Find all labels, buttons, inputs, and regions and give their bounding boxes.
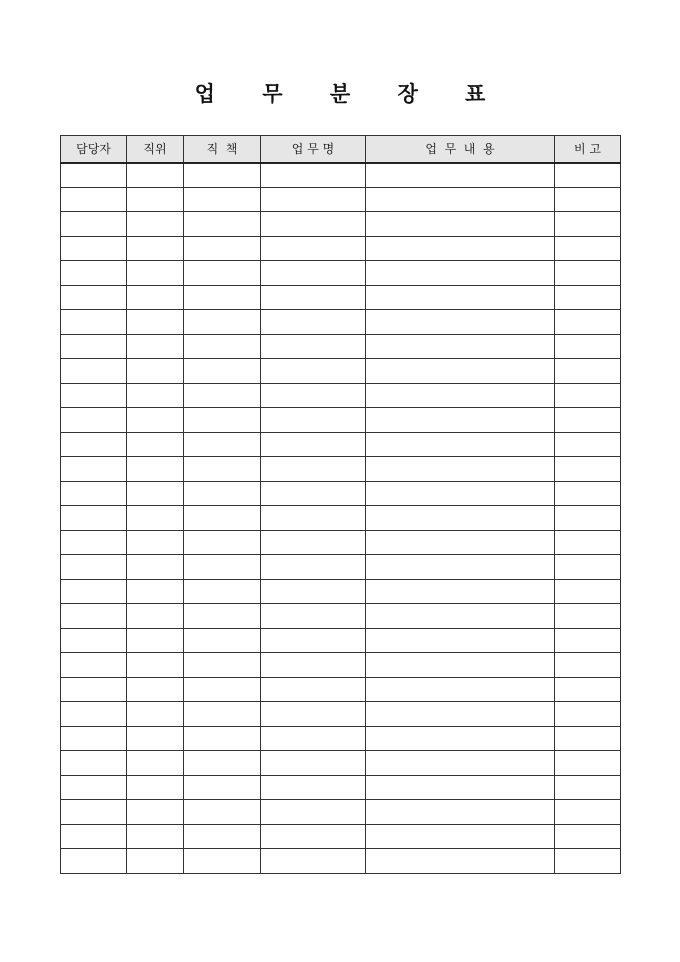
remarks-cell[interactable] bbox=[555, 236, 621, 261]
position-cell[interactable] bbox=[127, 457, 184, 482]
remarks-cell[interactable] bbox=[555, 506, 621, 531]
table-row bbox=[61, 849, 621, 874]
duty-title-cell[interactable] bbox=[184, 726, 261, 751]
remarks-cell[interactable] bbox=[555, 726, 621, 751]
table-row bbox=[61, 579, 621, 604]
table-row bbox=[61, 359, 621, 384]
column-header-position: 직위 bbox=[127, 136, 184, 163]
duty-title-cell[interactable] bbox=[184, 457, 261, 482]
task-description-cell[interactable] bbox=[366, 579, 555, 604]
table-row bbox=[61, 775, 621, 800]
task-name-cell[interactable] bbox=[261, 506, 366, 531]
position-cell[interactable] bbox=[127, 187, 184, 212]
duty-title-cell[interactable] bbox=[184, 702, 261, 727]
task-name-cell[interactable] bbox=[261, 359, 366, 384]
person-in-charge-cell[interactable] bbox=[61, 285, 127, 310]
person-in-charge-cell[interactable] bbox=[61, 457, 127, 482]
position-cell[interactable] bbox=[127, 702, 184, 727]
duty-title-cell[interactable] bbox=[184, 849, 261, 874]
person-in-charge-cell[interactable] bbox=[61, 579, 127, 604]
task-name-cell[interactable] bbox=[261, 334, 366, 359]
duty-title-cell[interactable] bbox=[184, 653, 261, 678]
task-name-cell[interactable] bbox=[261, 261, 366, 286]
position-cell[interactable] bbox=[127, 530, 184, 555]
person-in-charge-cell[interactable] bbox=[61, 726, 127, 751]
task-name-cell[interactable] bbox=[261, 383, 366, 408]
remarks-cell[interactable] bbox=[555, 604, 621, 629]
task-description-cell[interactable] bbox=[366, 187, 555, 212]
table-row bbox=[61, 530, 621, 555]
remarks-cell[interactable] bbox=[555, 824, 621, 849]
task-name-cell[interactable] bbox=[261, 236, 366, 261]
task-description-cell[interactable] bbox=[366, 702, 555, 727]
task-description-cell[interactable] bbox=[366, 824, 555, 849]
task-description-cell[interactable] bbox=[366, 334, 555, 359]
task-description-cell[interactable] bbox=[366, 212, 555, 237]
remarks-cell[interactable] bbox=[555, 163, 621, 188]
position-cell[interactable] bbox=[127, 555, 184, 580]
position-cell[interactable] bbox=[127, 775, 184, 800]
remarks-cell[interactable] bbox=[555, 457, 621, 482]
task-name-cell[interactable] bbox=[261, 310, 366, 335]
task-name-cell[interactable] bbox=[261, 285, 366, 310]
table-body bbox=[61, 163, 621, 874]
person-in-charge-cell[interactable] bbox=[61, 751, 127, 776]
task-name-cell[interactable] bbox=[261, 579, 366, 604]
task-name-cell[interactable] bbox=[261, 481, 366, 506]
person-in-charge-cell[interactable] bbox=[61, 334, 127, 359]
task-description-cell[interactable] bbox=[366, 261, 555, 286]
task-description-cell[interactable] bbox=[366, 383, 555, 408]
remarks-cell[interactable] bbox=[555, 849, 621, 874]
duty-title-cell[interactable] bbox=[184, 285, 261, 310]
task-name-cell[interactable] bbox=[261, 604, 366, 629]
task-description-cell[interactable] bbox=[366, 163, 555, 188]
column-header-remarks: 비 고 bbox=[555, 136, 621, 163]
person-in-charge-cell[interactable] bbox=[61, 236, 127, 261]
task-name-cell[interactable] bbox=[261, 824, 366, 849]
table-row bbox=[61, 408, 621, 433]
table-row bbox=[61, 604, 621, 629]
duty-title-cell[interactable] bbox=[184, 604, 261, 629]
remarks-cell[interactable] bbox=[555, 530, 621, 555]
task-description-cell[interactable] bbox=[366, 775, 555, 800]
remarks-cell[interactable] bbox=[555, 481, 621, 506]
task-name-cell[interactable] bbox=[261, 677, 366, 702]
remarks-cell[interactable] bbox=[555, 751, 621, 776]
person-in-charge-cell[interactable] bbox=[61, 653, 127, 678]
duty-title-cell[interactable] bbox=[184, 212, 261, 237]
task-name-cell[interactable] bbox=[261, 849, 366, 874]
duty-title-cell[interactable] bbox=[184, 163, 261, 188]
page-title: 업 무 분 장 표 bbox=[194, 81, 506, 106]
remarks-cell[interactable] bbox=[555, 285, 621, 310]
table-row bbox=[61, 236, 621, 261]
remarks-cell[interactable] bbox=[555, 628, 621, 653]
position-cell[interactable] bbox=[127, 481, 184, 506]
position-cell[interactable] bbox=[127, 359, 184, 384]
task-name-cell[interactable] bbox=[261, 212, 366, 237]
duty-title-cell[interactable] bbox=[184, 628, 261, 653]
remarks-cell[interactable] bbox=[555, 187, 621, 212]
position-cell[interactable] bbox=[127, 432, 184, 457]
column-header-task-name: 업 무 명 bbox=[261, 136, 366, 163]
person-in-charge-cell[interactable] bbox=[61, 359, 127, 384]
position-cell[interactable] bbox=[127, 236, 184, 261]
position-cell[interactable] bbox=[127, 163, 184, 188]
task-name-cell[interactable] bbox=[261, 432, 366, 457]
task-name-cell[interactable] bbox=[261, 555, 366, 580]
table-row bbox=[61, 310, 621, 335]
remarks-cell[interactable] bbox=[555, 383, 621, 408]
task-description-cell[interactable] bbox=[366, 310, 555, 335]
task-name-cell[interactable] bbox=[261, 775, 366, 800]
remarks-cell[interactable] bbox=[555, 334, 621, 359]
duty-title-cell[interactable] bbox=[184, 530, 261, 555]
table-row bbox=[61, 212, 621, 237]
table-row bbox=[61, 163, 621, 188]
table-row bbox=[61, 726, 621, 751]
duty-title-cell[interactable] bbox=[184, 751, 261, 776]
position-cell[interactable] bbox=[127, 408, 184, 433]
remarks-cell[interactable] bbox=[555, 775, 621, 800]
remarks-cell[interactable] bbox=[555, 702, 621, 727]
duty-title-cell[interactable] bbox=[184, 261, 261, 286]
task-name-cell[interactable] bbox=[261, 628, 366, 653]
position-cell[interactable] bbox=[127, 383, 184, 408]
duty-title-cell[interactable] bbox=[184, 677, 261, 702]
table-row bbox=[61, 383, 621, 408]
remarks-cell[interactable] bbox=[555, 212, 621, 237]
person-in-charge-cell[interactable] bbox=[61, 604, 127, 629]
table-row bbox=[61, 677, 621, 702]
person-in-charge-cell[interactable] bbox=[61, 432, 127, 457]
task-description-cell[interactable] bbox=[366, 849, 555, 874]
position-cell[interactable] bbox=[127, 212, 184, 237]
position-cell[interactable] bbox=[127, 824, 184, 849]
table-row bbox=[61, 653, 621, 678]
position-cell[interactable] bbox=[127, 261, 184, 286]
task-description-cell[interactable] bbox=[366, 359, 555, 384]
remarks-cell[interactable] bbox=[555, 800, 621, 825]
task-name-cell[interactable] bbox=[261, 702, 366, 727]
duty-title-cell[interactable] bbox=[184, 432, 261, 457]
duty-title-cell[interactable] bbox=[184, 824, 261, 849]
task-name-cell[interactable] bbox=[261, 800, 366, 825]
table-row bbox=[61, 285, 621, 310]
duty-title-cell[interactable] bbox=[184, 359, 261, 384]
person-in-charge-cell[interactable] bbox=[61, 775, 127, 800]
person-in-charge-cell[interactable] bbox=[61, 187, 127, 212]
person-in-charge-cell[interactable] bbox=[61, 677, 127, 702]
remarks-cell[interactable] bbox=[555, 555, 621, 580]
task-description-cell[interactable] bbox=[366, 604, 555, 629]
task-description-cell[interactable] bbox=[366, 555, 555, 580]
table-row bbox=[61, 555, 621, 580]
position-cell[interactable] bbox=[127, 751, 184, 776]
duty-title-cell[interactable] bbox=[184, 481, 261, 506]
task-description-cell[interactable] bbox=[366, 506, 555, 531]
table-row bbox=[61, 481, 621, 506]
table-row bbox=[61, 628, 621, 653]
task-name-cell[interactable] bbox=[261, 457, 366, 482]
task-name-cell[interactable] bbox=[261, 187, 366, 212]
task-description-cell[interactable] bbox=[366, 653, 555, 678]
person-in-charge-cell[interactable] bbox=[61, 849, 127, 874]
duty-title-cell[interactable] bbox=[184, 187, 261, 212]
task-name-cell[interactable] bbox=[261, 408, 366, 433]
position-cell[interactable] bbox=[127, 310, 184, 335]
position-cell[interactable] bbox=[127, 849, 184, 874]
task-description-cell[interactable] bbox=[366, 751, 555, 776]
duty-title-cell[interactable] bbox=[184, 408, 261, 433]
person-in-charge-cell[interactable] bbox=[61, 506, 127, 531]
task-description-cell[interactable] bbox=[366, 408, 555, 433]
person-in-charge-cell[interactable] bbox=[61, 530, 127, 555]
duty-title-cell[interactable] bbox=[184, 236, 261, 261]
duty-title-cell[interactable] bbox=[184, 579, 261, 604]
task-description-cell[interactable] bbox=[366, 457, 555, 482]
position-cell[interactable] bbox=[127, 506, 184, 531]
table-row bbox=[61, 751, 621, 776]
task-description-cell[interactable] bbox=[366, 530, 555, 555]
person-in-charge-cell[interactable] bbox=[61, 800, 127, 825]
position-cell[interactable] bbox=[127, 726, 184, 751]
person-in-charge-cell[interactable] bbox=[61, 310, 127, 335]
task-description-cell[interactable] bbox=[366, 677, 555, 702]
task-name-cell[interactable] bbox=[261, 163, 366, 188]
table-row bbox=[61, 432, 621, 457]
position-cell[interactable] bbox=[127, 800, 184, 825]
person-in-charge-cell[interactable] bbox=[61, 702, 127, 727]
task-description-cell[interactable] bbox=[366, 285, 555, 310]
duty-title-cell[interactable] bbox=[184, 775, 261, 800]
remarks-cell[interactable] bbox=[555, 261, 621, 286]
task-description-cell[interactable] bbox=[366, 236, 555, 261]
task-description-cell[interactable] bbox=[366, 726, 555, 751]
table-row bbox=[61, 187, 621, 212]
duty-title-cell[interactable] bbox=[184, 310, 261, 335]
column-header-task-description: 업 무 내 용 bbox=[366, 136, 555, 163]
table-header-row bbox=[61, 136, 621, 163]
task-description-cell[interactable] bbox=[366, 628, 555, 653]
person-in-charge-cell[interactable] bbox=[61, 481, 127, 506]
column-header-person-in-charge: 담당자 bbox=[61, 136, 127, 163]
remarks-cell[interactable] bbox=[555, 677, 621, 702]
column-header-duty-title: 직 책 bbox=[184, 136, 261, 163]
task-name-cell[interactable] bbox=[261, 726, 366, 751]
table-row bbox=[61, 824, 621, 849]
position-cell[interactable] bbox=[127, 653, 184, 678]
remarks-cell[interactable] bbox=[555, 359, 621, 384]
table-row bbox=[61, 800, 621, 825]
person-in-charge-cell[interactable] bbox=[61, 261, 127, 286]
task-description-cell[interactable] bbox=[366, 800, 555, 825]
remarks-cell[interactable] bbox=[555, 579, 621, 604]
duty-title-cell[interactable] bbox=[184, 506, 261, 531]
position-cell[interactable] bbox=[127, 604, 184, 629]
person-in-charge-cell[interactable] bbox=[61, 628, 127, 653]
position-cell[interactable] bbox=[127, 628, 184, 653]
table-row bbox=[61, 457, 621, 482]
person-in-charge-cell[interactable] bbox=[61, 163, 127, 188]
position-cell[interactable] bbox=[127, 579, 184, 604]
table-row bbox=[61, 334, 621, 359]
person-in-charge-cell[interactable] bbox=[61, 408, 127, 433]
duty-title-cell[interactable] bbox=[184, 383, 261, 408]
remarks-cell[interactable] bbox=[555, 432, 621, 457]
person-in-charge-cell[interactable] bbox=[61, 212, 127, 237]
table-row bbox=[61, 261, 621, 286]
task-name-cell[interactable] bbox=[261, 653, 366, 678]
duty-title-cell[interactable] bbox=[184, 334, 261, 359]
person-in-charge-cell[interactable] bbox=[61, 555, 127, 580]
remarks-cell[interactable] bbox=[555, 408, 621, 433]
task-description-cell[interactable] bbox=[366, 432, 555, 457]
position-cell[interactable] bbox=[127, 334, 184, 359]
person-in-charge-cell[interactable] bbox=[61, 824, 127, 849]
position-cell[interactable] bbox=[127, 677, 184, 702]
position-cell[interactable] bbox=[127, 285, 184, 310]
remarks-cell[interactable] bbox=[555, 310, 621, 335]
person-in-charge-cell[interactable] bbox=[61, 383, 127, 408]
table-row bbox=[61, 506, 621, 531]
task-name-cell[interactable] bbox=[261, 530, 366, 555]
table-row bbox=[61, 702, 621, 727]
duty-assignment-table bbox=[60, 135, 621, 874]
remarks-cell[interactable] bbox=[555, 653, 621, 678]
task-name-cell[interactable] bbox=[261, 751, 366, 776]
duty-title-cell[interactable] bbox=[184, 555, 261, 580]
task-description-cell[interactable] bbox=[366, 481, 555, 506]
duty-title-cell[interactable] bbox=[184, 800, 261, 825]
